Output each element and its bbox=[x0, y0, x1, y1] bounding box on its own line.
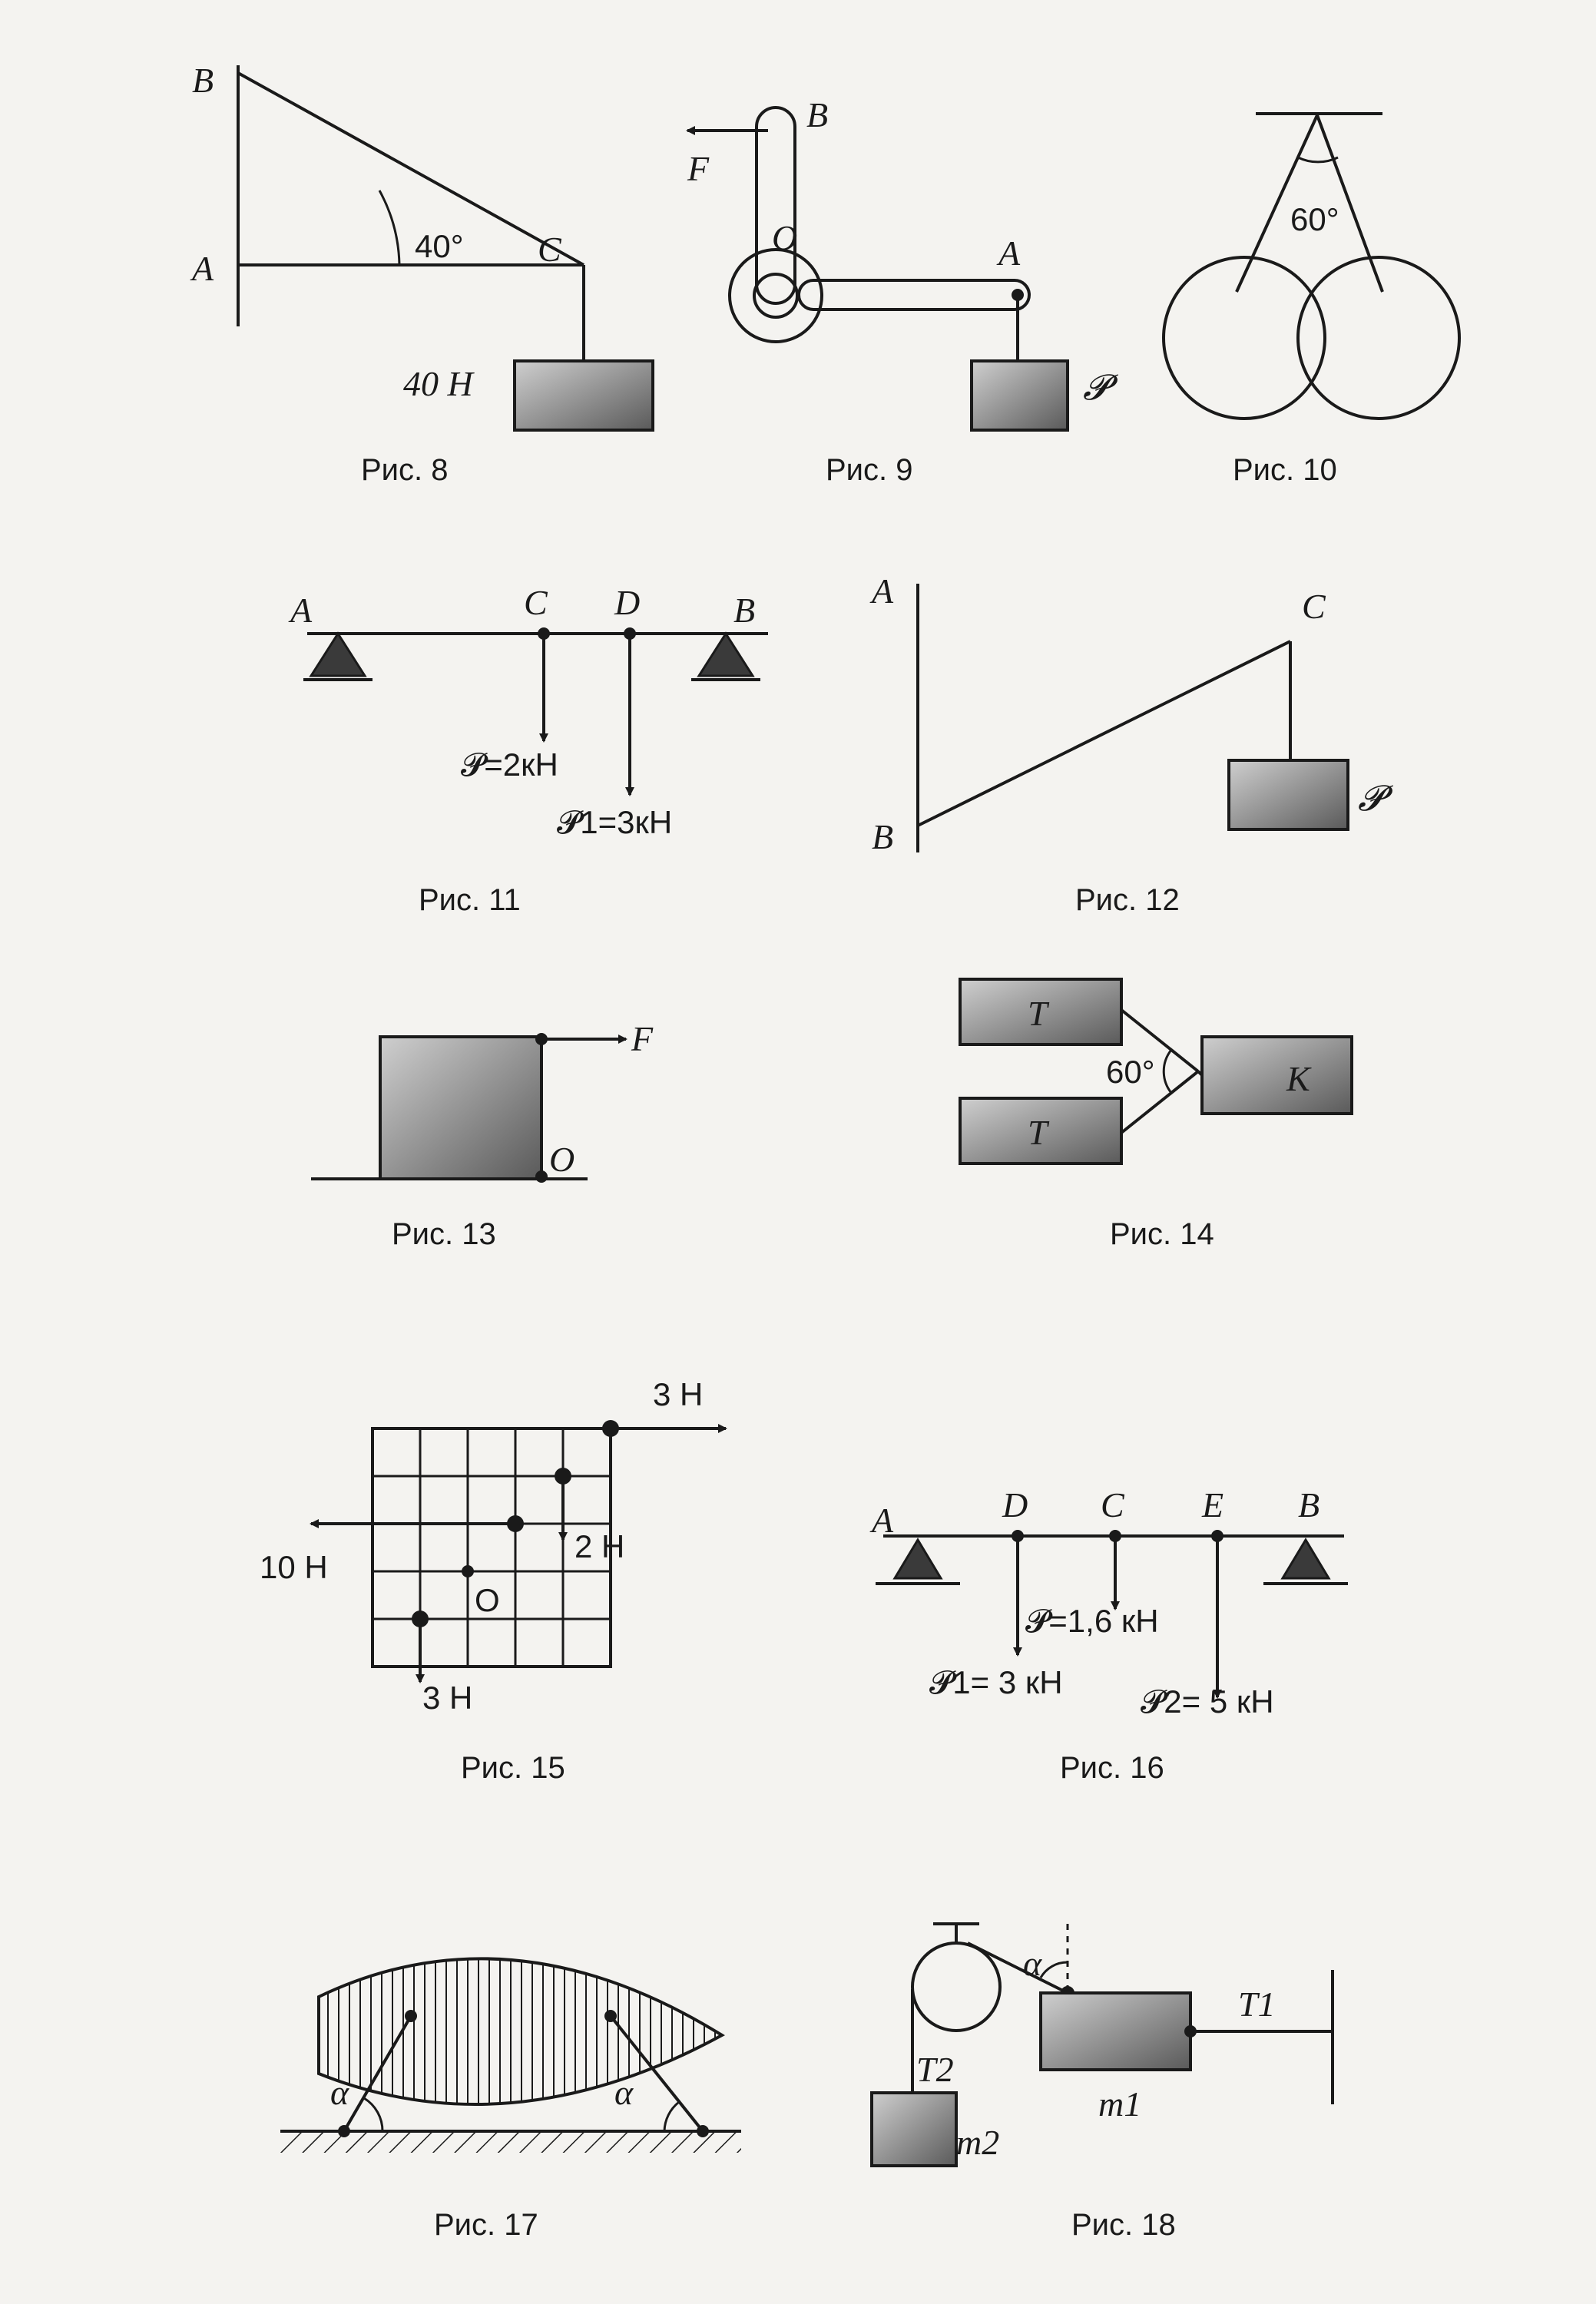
caption: Рис. 17 bbox=[434, 2208, 538, 2242]
caption: Рис. 11 bbox=[419, 883, 521, 917]
label-d: D bbox=[1002, 1485, 1028, 1524]
block-m1 bbox=[1041, 1993, 1190, 2070]
fig14 bbox=[960, 979, 1352, 1251]
caption: Рис. 14 bbox=[1110, 1217, 1214, 1251]
label-p2: 𝓟2= 5 кН bbox=[1141, 1683, 1274, 1720]
label-f-down-small: 2 H bbox=[574, 1528, 625, 1564]
label-alpha-right: α bbox=[614, 2073, 634, 2112]
label-p: 𝓟=2кН bbox=[461, 746, 558, 783]
label-angle: 60° bbox=[1290, 201, 1339, 237]
label-p1: 𝓟1=3кН bbox=[557, 804, 673, 840]
label-t1: T1 bbox=[1238, 1985, 1276, 2024]
load-block bbox=[972, 361, 1068, 430]
cargo-k bbox=[1202, 1037, 1352, 1114]
pivot-disk bbox=[730, 250, 822, 342]
label-a: A bbox=[872, 1501, 894, 1540]
label-p: 𝓟 bbox=[1083, 368, 1109, 407]
ball-left bbox=[1164, 257, 1325, 419]
fig15 bbox=[260, 1376, 726, 1785]
label-alpha: α bbox=[1023, 1944, 1042, 1983]
label-c: C bbox=[524, 583, 548, 622]
rope-bc bbox=[238, 73, 584, 265]
label-f-down: 3 H bbox=[422, 1680, 473, 1716]
lever-arm-horizontal bbox=[799, 280, 1029, 310]
caption: Рис. 16 bbox=[1060, 1751, 1164, 1785]
angle-arc bbox=[1041, 1962, 1068, 1978]
label-b: B bbox=[192, 61, 214, 100]
block bbox=[380, 1037, 541, 1179]
label-p: 𝓟=1,6 кН bbox=[1025, 1603, 1159, 1639]
label-o: O bbox=[549, 1140, 575, 1179]
label-a: A bbox=[192, 249, 214, 288]
fig13 bbox=[311, 1019, 654, 1251]
fig12 bbox=[869, 571, 1393, 917]
label-c: C bbox=[538, 230, 561, 269]
label-o: O bbox=[772, 218, 798, 257]
caption: Рис. 13 bbox=[392, 1217, 496, 1251]
label-d: D bbox=[614, 583, 641, 622]
label-c: C bbox=[1302, 587, 1326, 626]
rope-to-m1 bbox=[968, 1943, 1068, 1993]
caption: Рис. 18 bbox=[1071, 2208, 1176, 2242]
fig17 bbox=[280, 1958, 741, 2242]
label-t1: T bbox=[1028, 994, 1048, 1033]
fig10 bbox=[1164, 114, 1459, 487]
label-t2: T bbox=[1028, 1113, 1048, 1152]
label-b: B bbox=[872, 817, 894, 856]
caption: Рис. 9 bbox=[826, 453, 913, 487]
caption: Рис. 10 bbox=[1233, 453, 1337, 487]
label-f: F bbox=[631, 1019, 654, 1058]
label-b: B bbox=[806, 95, 829, 134]
fig9 bbox=[687, 95, 1118, 487]
angle-arc-right bbox=[664, 2102, 679, 2131]
ground-hatch bbox=[280, 2131, 741, 2153]
support-b bbox=[1283, 1540, 1329, 1578]
label-f: F bbox=[687, 149, 710, 188]
support-a bbox=[311, 634, 365, 676]
label-angle: 40° bbox=[415, 228, 464, 264]
caption: Рис. 15 bbox=[461, 1751, 565, 1785]
label-m2: m2 bbox=[956, 2123, 1000, 2162]
log-body bbox=[319, 1958, 722, 2104]
pulley bbox=[912, 1943, 1000, 2031]
label-b: B bbox=[733, 591, 756, 630]
label-a: A bbox=[290, 591, 313, 630]
label-a: A bbox=[872, 571, 894, 611]
label-f-left: 10 H bbox=[260, 1549, 328, 1585]
caption: Рис. 8 bbox=[361, 453, 449, 487]
label-o: O bbox=[475, 1582, 500, 1618]
fig8 bbox=[190, 61, 653, 487]
caption: Рис. 12 bbox=[1075, 883, 1180, 917]
support-a bbox=[895, 1540, 941, 1578]
label-p: 𝓟 bbox=[1358, 779, 1384, 818]
block-m2 bbox=[872, 2093, 956, 2166]
label-alpha-left: α bbox=[330, 2073, 349, 2112]
load-block bbox=[515, 361, 653, 430]
label-b: B bbox=[1298, 1485, 1320, 1524]
label-m1: m1 bbox=[1098, 2084, 1142, 2124]
fig18 bbox=[872, 1924, 1333, 2242]
angle-arc bbox=[379, 190, 399, 265]
label-f-right: 3 H bbox=[653, 1376, 704, 1412]
label-p1: 𝓟1= 3 кН bbox=[929, 1664, 1063, 1700]
label-c: C bbox=[1101, 1485, 1124, 1524]
point-o bbox=[462, 1565, 474, 1577]
angle-arc-left bbox=[364, 2098, 382, 2131]
label-load: 40 H bbox=[403, 364, 473, 403]
label-angle: 60° bbox=[1106, 1054, 1155, 1090]
load-block bbox=[1229, 760, 1348, 829]
angle-arc bbox=[1164, 1050, 1171, 1093]
fig16 bbox=[869, 1485, 1348, 1785]
support-b bbox=[699, 634, 753, 676]
label-t2: T2 bbox=[916, 2050, 954, 2089]
label-k: K bbox=[1286, 1059, 1310, 1098]
fig11 bbox=[288, 583, 768, 917]
label-e: E bbox=[1202, 1485, 1224, 1524]
label-a: A bbox=[998, 233, 1021, 273]
